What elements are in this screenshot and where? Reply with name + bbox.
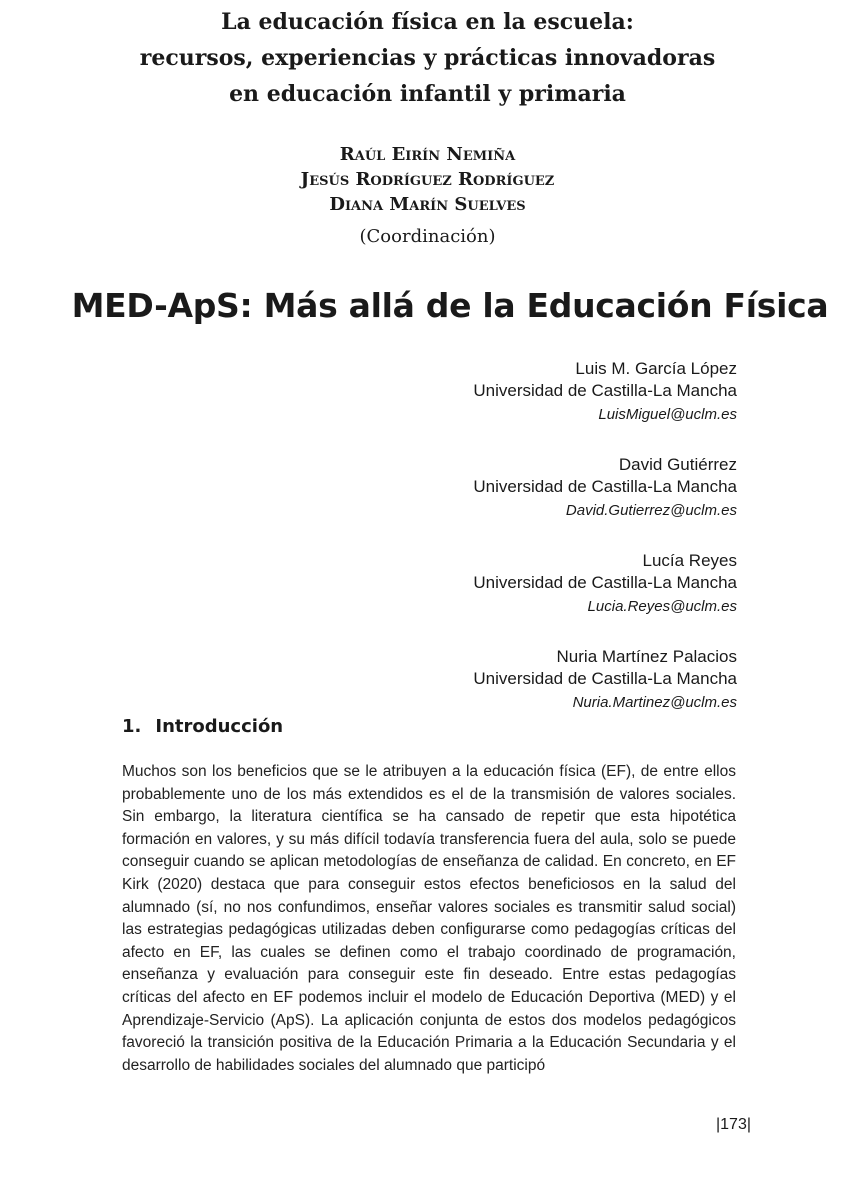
author-name: David Gutiérrez bbox=[618, 455, 737, 474]
author-block bbox=[473, 358, 737, 428]
section-title: Introducción bbox=[155, 716, 284, 737]
coordinator-name: Jesús Rodríguez Rodríguez bbox=[300, 169, 555, 190]
book-title-line: La educación física en la escuela: bbox=[221, 9, 634, 35]
coordinators-list bbox=[0, 142, 855, 217]
author-name: Luis M. García López bbox=[575, 359, 737, 378]
book-title-line: recursos, experiencias y prácticas innovadoras bbox=[139, 45, 716, 71]
chapter-title: MED-ApS: Más allá de la Educación Física bbox=[71, 286, 829, 325]
section-heading bbox=[122, 716, 283, 737]
coordinator-name: Raúl Eirín Nemiña bbox=[339, 144, 516, 165]
author-name: Nuria Martínez Palacios bbox=[556, 647, 737, 666]
author-email: David.Gutierrez@uclm.es bbox=[565, 502, 737, 519]
author-block bbox=[473, 550, 737, 620]
introduction-paragraph: Muchos son los beneficios que se le atribuyen a la educación física (EF), de entre ellos probablemente uno de los más extendidos es el de la transmisión de valores sociales. Sin embargo, la literatura científica se ha cansado de repetir que esta hipotética formación en valores, y su más difícil todavía transferencia fuera del aula, solo se puede conseguir cuando se aplican metodologías de enseñanza de calidad. En concreto, en EF Kirk (2020) destaca que para conseguir estos efectos beneficiosos en la salud del alumnado (sí, no nos confundimos, enseñar valores sociales es transmitir salud social) las estrategias pedagógicas utilizadas deben configurarse como pedagogías críticas del afecto en EF, las cuales se definen como el trabajo coordinado de programación, enseñanza y evaluación para conseguir este fin deseado. Entre estas pedagogías críticas del afecto en EF podemos incluir el modelo de Educación Deportiva (MED) y el Aprendizaje-Servicio (ApS). La aplicación conjunta de estos dos modelos pedagógicos favoreció la transición positiva de la Educación Primaria a la Educación Secundaria y el desarrollo de habilidades sociales del alumnado que participó bbox=[122, 763, 736, 1074]
author-name: Lucía Reyes bbox=[642, 551, 737, 570]
author-affiliation: Universidad de Castilla-La Mancha bbox=[473, 477, 737, 496]
author-block bbox=[473, 454, 737, 524]
chapter-authors bbox=[473, 358, 737, 742]
author-affiliation: Universidad de Castilla-La Mancha bbox=[473, 381, 737, 400]
author-email: LuisMiguel@uclm.es bbox=[598, 406, 737, 423]
author-email: Lucia.Reyes@uclm.es bbox=[587, 598, 737, 615]
author-email: Nuria.Martinez@uclm.es bbox=[572, 694, 737, 711]
author-affiliation: Universidad de Castilla-La Mancha bbox=[473, 573, 737, 592]
book-title-line: en educación infantil y primaria bbox=[229, 81, 626, 107]
coordinator-name: Diana Marín Suelves bbox=[329, 194, 526, 215]
section-number: 1. bbox=[122, 716, 142, 737]
coordination-label: (Coordinación) bbox=[359, 226, 496, 247]
book-title bbox=[0, 4, 855, 112]
author-block bbox=[473, 646, 737, 716]
author-affiliation: Universidad de Castilla-La Mancha bbox=[473, 669, 737, 688]
page-number: |173| bbox=[716, 1116, 752, 1133]
